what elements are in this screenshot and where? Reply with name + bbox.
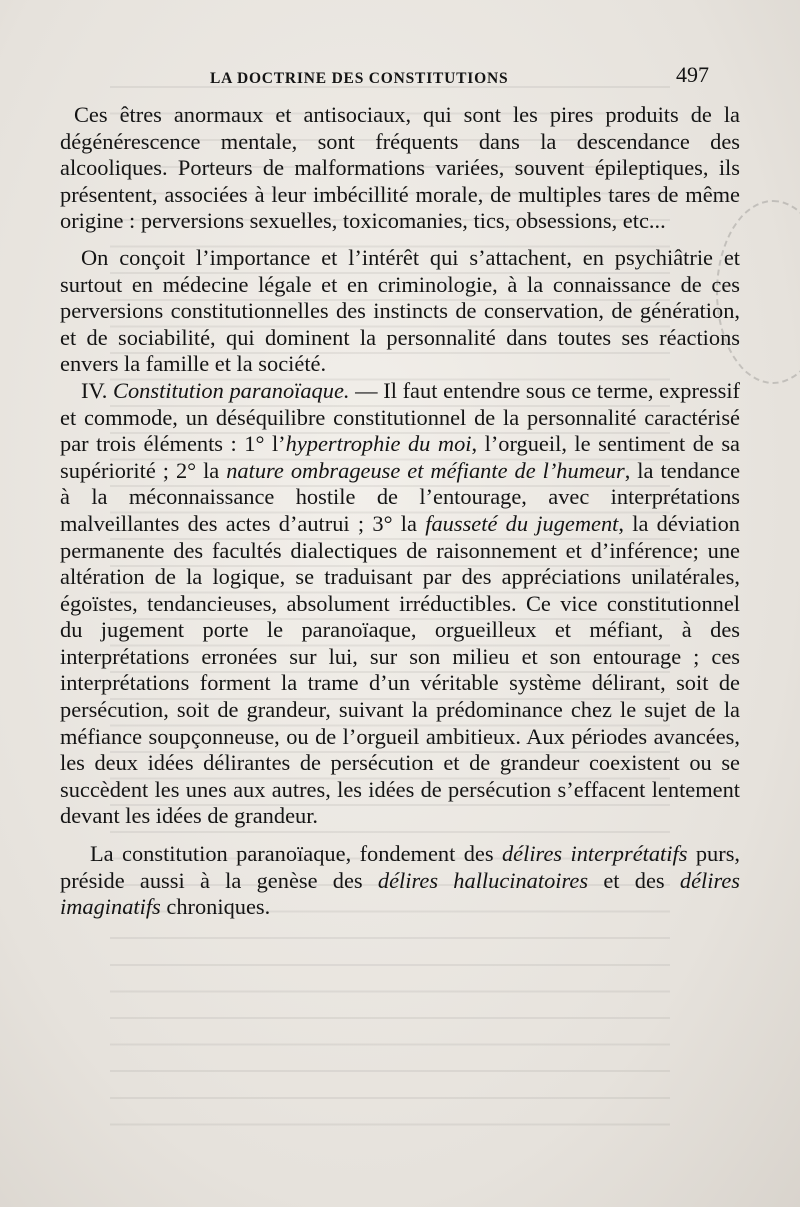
text-run: purs, préside aussi à la genèse des [60, 841, 741, 893]
text-run: , la déviation permanente des facultés dialectiques de raisonnement et d’inférence; une altération de la logique, se traduisant par des appréciations unilatérales, égoïstes, tendancieuses, absolument irréductibles. Ce vice constitutionnel du jugement porte le paranoïaque, orgueilleux et méfiant, à des interprétations erronées sur lui, sur son milieu et son entourage ; ces interprétations forment la trame d’un véritable système délirant, soit de persécution, soit de grandeur, suivant la prédominance chez le sujet de la méfiance soupçonneuse, ou de l’orgueil ambitieux. Aux périodes avancées, les deux idées délirantes de persécution et de grandeur coexistent ou se succèdent les unes aux autres, les idées de persécution s’effacent lentement devant les idées de grandeur. [60, 510, 740, 829]
paragraph-4 [60, 841, 740, 921]
text-run: chroniques. [160, 894, 271, 920]
italic-term: hypertrophie du moi [285, 431, 472, 457]
text-run: — Il faut entendre sous ce terme, expressif et commode, un déséquilibre constitutionnel de la personnalité caractérisé par trois éléments : 1° l’ [60, 377, 740, 457]
running-title: LA DOCTRINE DES CONSTITUTIONS [210, 70, 509, 87]
body-text [60, 102, 740, 921]
paragraph-2: On conçoit l’importance et l’intérêt qui s’attachent, en psychiâtrie et surtout en médecine légale et en criminologie, à la connaissance de ces perversions constitutionnelles des instincts de conservation, de génération, et de sociabilité, qui dominent la personnalité dans toutes ses réactions envers la famille et la société. [60, 244, 740, 377]
italic-term: fausseté du jugement [425, 510, 619, 536]
italic-term: délires imaginatifs [60, 867, 740, 920]
text-run: La constitution paranoïaque, fondement des [90, 841, 502, 867]
text-run: et des [588, 867, 680, 893]
italic-term: délires interprétatifs [501, 841, 688, 867]
paragraph-1: Ces êtres anormaux et antisociaux, qui sont les pires produits de la dégénérescence mentale, sont fréquents dans la descendance des alcooliques. Porteurs de malformations variées, souvent épileptiques, ils présentent, associées à leur imbécillité morale, de multiples tares de même origine : perversions sexuelles, toxicomanies, tics, obsessions, etc... [60, 102, 740, 234]
italic-term: nature ombrageuse et méfiante de l’humeur [226, 457, 625, 483]
text-run: , la tendance à la méconnaissance hostile de l’entourage, avec interprétations malveillantes des actes d’autrui ; 3° la [60, 457, 741, 536]
italic-term: délires hallucinatoires [377, 867, 589, 893]
section-heading: Constitution paranoïaque. [113, 377, 350, 403]
running-header [0, 62, 800, 92]
text-run: , l’orgueil, le sentiment de sa supériorité ; 2° la [60, 431, 740, 483]
paragraph-3 [60, 378, 740, 830]
page-number: 497 [676, 62, 709, 87]
section-numeral: IV. [81, 377, 108, 403]
